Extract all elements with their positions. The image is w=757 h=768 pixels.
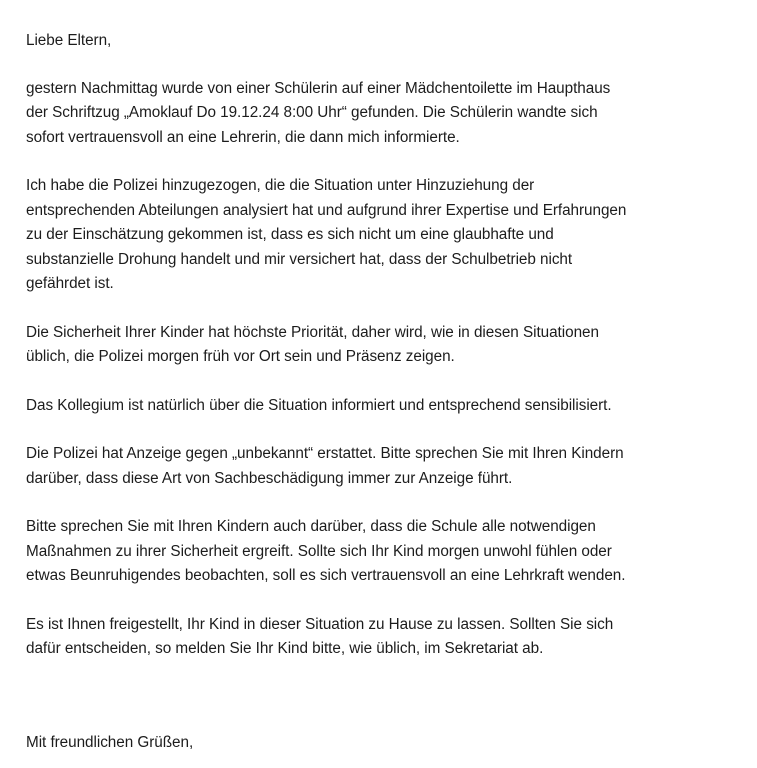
paragraph-line: üblich, die Polizei morgen früh vor Ort sein und Präsenz zeigen. — [26, 348, 455, 365]
salutation-text: Liebe Eltern, — [26, 32, 112, 49]
paragraph-complaint — [26, 442, 739, 491]
paragraph-line: sofort vertrauensvoll an eine Lehrerin, die dann mich informierte. — [26, 128, 460, 146]
paragraph-line: gestern Nachmittag wurde von einer Schülerin auf einer Mädchentoilette im Haupthaus — [26, 79, 611, 97]
paragraph-discovery — [26, 77, 739, 151]
paragraph-line: Maßnahmen zu ihrer Sicherheit ergreift. Sollte sich Ihr Kind morgen unwohl fühlen oder — [26, 542, 612, 560]
paragraph-line: Bitte sprechen Sie mit Ihren Kindern auch darüber, dass die Schule alle notwendigen — [26, 518, 596, 535]
paragraph-staff-informed — [26, 394, 739, 419]
closing — [26, 731, 193, 756]
paragraph-line: Es ist Ihnen freigestellt, Ihr Kind in dieser Situation zu Hause zu lassen. Sollten Sie sich — [26, 615, 614, 633]
paragraph-line: der Schriftzug „Amoklauf Do 19.12.24 8:00 Uhr“ gefunden. Die Schülerin wandte sich — [26, 104, 598, 121]
paragraph-line: zu der Einschätzung gekommen ist, dass es sich nicht um eine glaubhafte und — [26, 226, 554, 243]
paragraph-line: Die Sicherheit Ihrer Kinder hat höchste Priorität, daher wird, wie in diesen Situationen — [26, 323, 599, 341]
paragraph-line: Das Kollegium ist natürlich über die Situation informiert und entsprechend sensibilisiert. — [26, 396, 612, 414]
paragraph-line: Die Polizei hat Anzeige gegen „unbekannt“ erstattet. Bitte sprechen Sie mit Ihren Kindern — [26, 445, 624, 462]
paragraph-talk-to-children — [26, 515, 739, 589]
paragraph-police-assessment — [26, 174, 739, 297]
paragraph-line: Ich habe die Polizei hinzugezogen, die die Situation unter Hinzuziehung der — [26, 177, 535, 194]
paragraph-line: substanzielle Drohung handelt und mir versichert hat, dass der Schulbetrieb nicht — [26, 250, 573, 268]
closing-text: Mit freundlichen Grüßen, — [26, 734, 194, 751]
paragraph-line: darüber, dass diese Art von Sachbeschädigung immer zur Anzeige führt. — [26, 469, 513, 487]
paragraph-stay-home-option — [26, 613, 739, 662]
paragraph-line: dafür entscheiden, so melden Sie Ihr Kind bitte, wie üblich, im Sekretariat ab. — [26, 640, 544, 657]
paragraph-safety-priority — [26, 321, 739, 370]
salutation — [26, 29, 739, 54]
paragraph-line: entsprechenden Abteilungen analysiert hat und aufgrund ihrer Expertise und Erfahrungen — [26, 201, 627, 219]
paragraph-line: gefährdet ist. — [26, 275, 114, 292]
paragraph-line: etwas Beunruhigendes beobachten, soll es sich vertrauensvoll an eine Lehrkraft wenden. — [26, 567, 626, 584]
